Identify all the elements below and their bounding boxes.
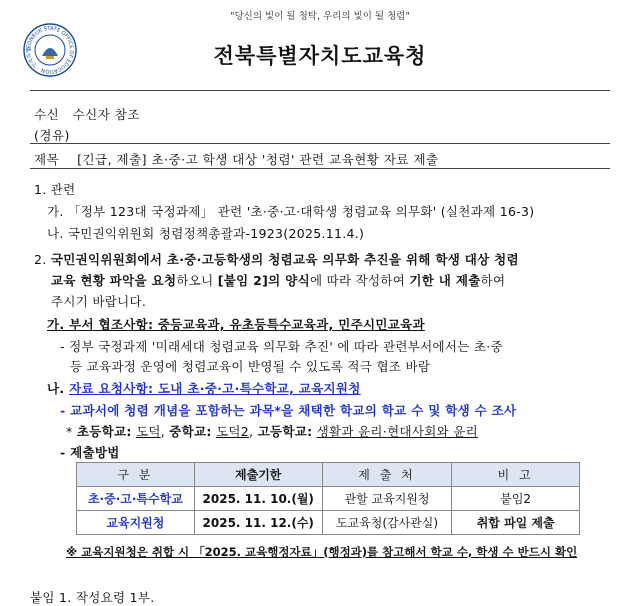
item-2-text-4: [붙임 2]의 양식 <box>217 273 310 288</box>
footnote-star: * <box>66 424 73 439</box>
header-destination: 제 출 처 <box>322 463 452 487</box>
request-prefix: 나. <box>47 381 70 396</box>
motto: "당신의 빛이 될 청탁, 우리의 빛이 될 청렴" <box>230 11 410 22</box>
item-2-line2 <box>51 271 505 289</box>
cooperation-detail-1: - 정부 국정과제 '미래세대 청렴교육 의무화 추진' 에 따라 관련부서에서는 초·중 <box>60 339 503 354</box>
elementary-value: 도덕 <box>135 424 161 439</box>
row1-category: 초·중·고·특수학교 <box>77 487 195 511</box>
organization-title: 전북특별자치도교육청 <box>213 44 427 68</box>
item-2-text-7: 하여 <box>480 273 506 288</box>
middle-label: 중학교: <box>169 424 212 439</box>
recipient-row <box>34 105 140 123</box>
table-header-row <box>77 463 580 487</box>
item-2-number: 2. <box>34 252 47 267</box>
header-remarks: 비 고 <box>452 463 580 487</box>
item-1: 1. 관련 <box>34 182 76 197</box>
row2-category: 교육지원청 <box>77 511 195 535</box>
row2-deadline: 2025. 11. 12.(수) <box>194 511 322 535</box>
item-2-text-1: 국민권익위원회에서 초·중·고등학생의 청렴교육 의무화 추진을 위해 학생 대상 청렴 <box>50 252 519 267</box>
survey-scope: - 교과서에 청렴 개념을 포함하는 과목*을 채택한 학교의 학교 수 및 학생 수 조사 <box>60 403 517 418</box>
item-2-text-2: 교육 현황 파악을 요청 <box>51 273 177 288</box>
cooperation-detail-2: 등 교육과정 운영에 청렴교육이 반영될 수 있도록 적극 협조 바람 <box>70 359 431 374</box>
header-category: 구 분 <box>77 463 195 487</box>
attachment-line: 붙임 1. 작성요령 1부. <box>30 590 155 605</box>
footnote-comma-1: , <box>160 424 165 439</box>
item-2-text-6: 기한 내 제출 <box>409 273 481 288</box>
row2-remarks: 취합 파일 제출 <box>452 511 580 535</box>
high-label: 고등학교: <box>257 424 313 439</box>
subject-top-divider <box>30 143 610 144</box>
item-1-na: 나. 국민권익위원회 청렴정책총괄과-1923(2025.11.4.) <box>47 226 365 241</box>
table-row <box>77 511 580 535</box>
subject: [긴급, 제출] 초·중·고 학생 대상 '청렴' 관련 교육현황 자료 제출 <box>77 152 439 167</box>
subject-label: 제목 <box>34 152 60 167</box>
submission-method: - 제출방법 <box>60 445 120 460</box>
header-deadline: 제출기한 <box>194 463 322 487</box>
request-heading <box>47 379 361 397</box>
via-line: (경유) <box>34 128 70 143</box>
footnote-comma-2: , <box>249 424 254 439</box>
header-top-divider <box>30 90 610 91</box>
row1-destination: 관할 교육지원청 <box>322 487 452 511</box>
request-text: 자료 요청사항: 도내 초·중·고·특수학교, 교육지원청 <box>69 381 361 396</box>
high-value: 생활과 윤리·현대사회와 윤리 <box>316 424 478 439</box>
item-2-line1 <box>34 250 519 268</box>
item-2-line3: 주시기 바랍니다. <box>51 294 147 309</box>
elementary-label: 초등학교: <box>76 424 132 439</box>
table-row <box>77 487 580 511</box>
item-2-text-3: 하오니 <box>176 273 218 288</box>
subject-footnote <box>66 422 478 440</box>
recipient: 수신자 참조 <box>72 107 140 122</box>
cooperation-heading: 가. 부서 협조사항: 중등교육과, 유초등특수교육과, 민주시민교육과 <box>47 317 425 332</box>
subject-row <box>34 150 439 168</box>
row1-remarks: 붙임2 <box>452 487 580 511</box>
seal-text: JEONBUK STATE OFFICE OF EDUCATION · 전북특별 <box>25 25 75 75</box>
row1-deadline: 2025. 11. 10.(월) <box>194 487 322 511</box>
submission-table <box>76 462 580 535</box>
subject-bottom-divider <box>30 168 610 169</box>
item-2-text-5: 에 따라 작성하여 <box>309 273 410 288</box>
recipient-label: 수신 <box>34 107 60 122</box>
verification-note: ※ 교육지원청은 취합 시 「2025. 교육행정자료」(행정과)를 참고해서 학교 수, 학생 수 반드시 확인 <box>66 545 578 559</box>
middle-value: 도덕2 <box>215 424 249 439</box>
item-1-ga: 가. 「정부 123대 국정과제」 관련 '초·중·고·대학생 청렴교육 의무화' (실천과제 16-3) <box>47 204 535 219</box>
row2-destination: 도교육청(감사관실) <box>322 511 452 535</box>
